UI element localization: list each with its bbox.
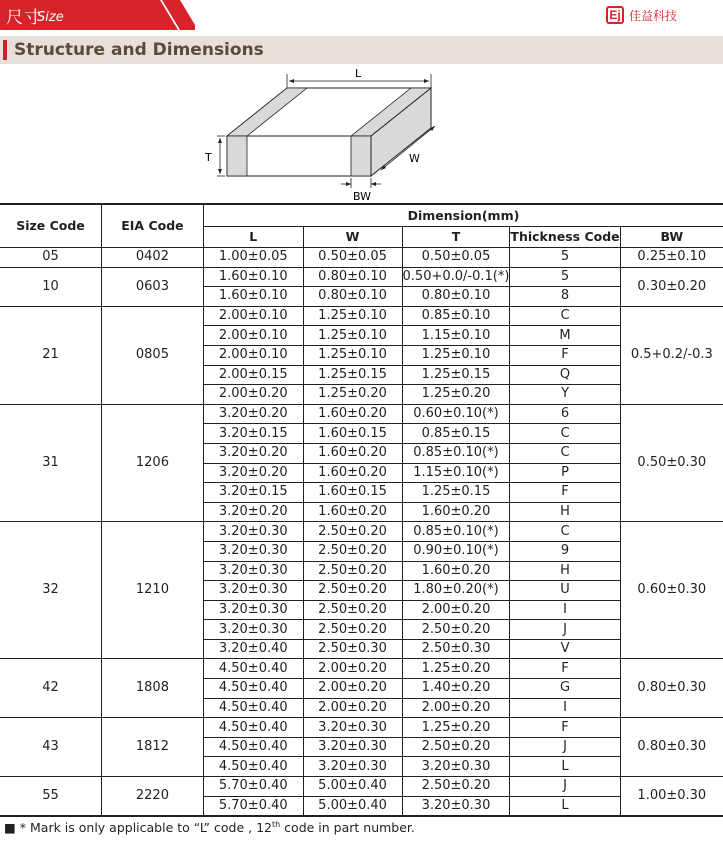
cell-thickness-code: J xyxy=(510,737,620,757)
cell-thickness-code: I xyxy=(510,698,620,718)
cell-bw: 0.60±0.30 xyxy=(620,522,723,659)
logo-name: 佳益科技 xyxy=(629,8,678,23)
cell-l: 4.50±0.40 xyxy=(203,757,303,777)
header-t: T xyxy=(402,227,510,248)
cell-t: 1.25±0.20 xyxy=(402,659,510,679)
cell-l: 4.50±0.40 xyxy=(203,698,303,718)
table-body xyxy=(0,248,723,817)
cell-t: 1.60±0.20 xyxy=(402,502,510,522)
cell-l: 3.20±0.20 xyxy=(203,443,303,463)
cell-l: 1.60±0.10 xyxy=(203,267,303,287)
footnote-text: * Mark is only applicable to “L” code , 12 xyxy=(15,820,272,836)
cell-w: 1.25±0.10 xyxy=(303,326,402,346)
cell-l: 3.20±0.30 xyxy=(203,561,303,581)
cell-t: 2.50±0.20 xyxy=(402,777,510,797)
cell-l: 1.60±0.10 xyxy=(203,287,303,307)
cell-t: 1.80±0.20(*) xyxy=(402,581,510,601)
cell-w: 3.20±0.30 xyxy=(303,718,402,738)
company-logo xyxy=(606,5,677,25)
cell-t: 1.40±0.20 xyxy=(402,679,510,699)
cell-thickness-code: F xyxy=(510,659,620,679)
cell-w: 1.60±0.15 xyxy=(303,424,402,444)
cell-l: 2.00±0.10 xyxy=(203,345,303,365)
cell-l: 3.20±0.30 xyxy=(203,620,303,640)
cell-t: 1.25±0.20 xyxy=(402,718,510,738)
cell-thickness-code: C xyxy=(510,522,620,542)
cell-t: 1.15±0.10(*) xyxy=(402,463,510,483)
cell-w: 1.60±0.20 xyxy=(303,443,402,463)
header-w: W xyxy=(303,227,402,248)
cell-t: 2.50±0.20 xyxy=(402,620,510,640)
dim-label-bw: BW xyxy=(353,190,372,203)
section-ribbon xyxy=(0,0,195,30)
cell-eia-code: 0603 xyxy=(102,267,204,306)
cell-w: 1.60±0.20 xyxy=(303,404,402,424)
cell-l: 3.20±0.30 xyxy=(203,522,303,542)
cell-w: 0.50±0.05 xyxy=(303,248,402,268)
cell-w: 2.50±0.20 xyxy=(303,620,402,640)
section-title: Structure and Dimensions xyxy=(14,40,264,60)
cell-l: 2.00±0.10 xyxy=(203,326,303,346)
cell-t: 0.90±0.10(*) xyxy=(402,541,510,561)
cell-w: 0.80±0.10 xyxy=(303,287,402,307)
cell-thickness-code: 5 xyxy=(510,267,620,287)
table-row xyxy=(0,267,723,287)
cell-size-code: 42 xyxy=(0,659,102,718)
cell-l: 4.50±0.40 xyxy=(203,659,303,679)
cell-thickness-code: Y xyxy=(510,385,620,405)
table-row xyxy=(0,248,723,268)
cell-thickness-code: F xyxy=(510,483,620,503)
cell-w: 0.80±0.10 xyxy=(303,267,402,287)
cell-w: 3.20±0.30 xyxy=(303,737,402,757)
cell-l: 3.20±0.20 xyxy=(203,502,303,522)
footnote-bullet: ■ xyxy=(4,820,16,836)
cell-thickness-code: C xyxy=(510,443,620,463)
dimension-table xyxy=(0,203,723,817)
cell-w: 1.25±0.20 xyxy=(303,385,402,405)
table-row xyxy=(0,718,723,738)
cell-thickness-code: J xyxy=(510,620,620,640)
cell-thickness-code: L xyxy=(510,757,620,777)
cell-thickness-code: F xyxy=(510,718,620,738)
cell-thickness-code: H xyxy=(510,561,620,581)
cell-l: 3.20±0.30 xyxy=(203,600,303,620)
cell-l: 5.70±0.40 xyxy=(203,777,303,797)
cell-t: 2.00±0.20 xyxy=(402,600,510,620)
cell-eia-code: 1808 xyxy=(102,659,204,718)
cell-l: 4.50±0.40 xyxy=(203,718,303,738)
cell-thickness-code: L xyxy=(510,796,620,816)
cell-t: 0.80±0.10 xyxy=(402,287,510,307)
cell-w: 2.50±0.20 xyxy=(303,522,402,542)
cell-l: 3.20±0.30 xyxy=(203,581,303,601)
cell-thickness-code: U xyxy=(510,581,620,601)
footnote-sup: th xyxy=(271,820,281,829)
cell-w: 1.60±0.20 xyxy=(303,463,402,483)
cell-bw: 0.50±0.30 xyxy=(620,404,723,522)
cell-thickness-code: C xyxy=(510,424,620,444)
cell-t: 1.15±0.10 xyxy=(402,326,510,346)
logo-mark: Ej xyxy=(606,6,624,24)
cell-t: 1.25±0.15 xyxy=(402,365,510,385)
cell-l: 3.20±0.30 xyxy=(203,541,303,561)
cell-bw: 1.00±0.30 xyxy=(620,777,723,817)
cell-l: 5.70±0.40 xyxy=(203,796,303,816)
cell-thickness-code: P xyxy=(510,463,620,483)
cell-w: 5.00±0.40 xyxy=(303,796,402,816)
cell-thickness-code: V xyxy=(510,639,620,659)
cell-l: 4.50±0.40 xyxy=(203,737,303,757)
header-eia-code: EIA Code xyxy=(102,204,204,248)
cell-t: 1.25±0.15 xyxy=(402,483,510,503)
section-accent-bar xyxy=(3,40,7,60)
cell-thickness-code: F xyxy=(510,345,620,365)
cell-w: 1.25±0.10 xyxy=(303,306,402,326)
cell-eia-code: 0402 xyxy=(102,248,204,268)
cell-bw: 0.30±0.20 xyxy=(620,267,723,306)
cell-l: 2.00±0.10 xyxy=(203,306,303,326)
cell-t: 1.25±0.10 xyxy=(402,345,510,365)
cell-bw: 0.25±0.10 xyxy=(620,248,723,268)
cell-w: 2.00±0.20 xyxy=(303,659,402,679)
cell-t: 0.60±0.10(*) xyxy=(402,404,510,424)
table-row xyxy=(0,522,723,542)
table-row xyxy=(0,659,723,679)
header-bw: BW xyxy=(620,227,723,248)
cell-w: 2.00±0.20 xyxy=(303,679,402,699)
cell-thickness-code: 5 xyxy=(510,248,620,268)
cell-thickness-code: 8 xyxy=(510,287,620,307)
cell-t: 2.00±0.20 xyxy=(402,698,510,718)
table-row xyxy=(0,404,723,424)
cell-w: 2.50±0.30 xyxy=(303,639,402,659)
cell-l: 3.20±0.15 xyxy=(203,483,303,503)
cell-t: 0.50±0.05 xyxy=(402,248,510,268)
cell-w: 2.50±0.20 xyxy=(303,581,402,601)
cell-w: 1.60±0.20 xyxy=(303,502,402,522)
cell-eia-code: 1812 xyxy=(102,718,204,777)
cell-w: 2.50±0.20 xyxy=(303,600,402,620)
header-size-code: Size Code xyxy=(0,204,102,248)
cell-w: 5.00±0.40 xyxy=(303,777,402,797)
cell-thickness-code: 9 xyxy=(510,541,620,561)
footnote xyxy=(4,820,415,835)
cell-t: 2.50±0.20 xyxy=(402,737,510,757)
dim-label-l: L xyxy=(355,67,362,80)
ribbon-title-en: Size xyxy=(37,10,64,25)
cell-bw: 0.5+0.2/-0.3 xyxy=(620,306,723,404)
cell-thickness-code: C xyxy=(510,306,620,326)
cell-w: 1.60±0.15 xyxy=(303,483,402,503)
section-header xyxy=(0,36,723,64)
cell-l: 3.20±0.40 xyxy=(203,639,303,659)
cell-size-code: 21 xyxy=(0,306,102,404)
table-row xyxy=(0,306,723,326)
cell-w: 2.50±0.20 xyxy=(303,561,402,581)
footnote-text-end: code in part number. xyxy=(280,820,415,836)
cell-t: 0.85±0.15 xyxy=(402,424,510,444)
cell-t: 3.20±0.30 xyxy=(402,796,510,816)
cell-l: 4.50±0.40 xyxy=(203,679,303,699)
cell-l: 2.00±0.20 xyxy=(203,385,303,405)
cell-w: 2.50±0.20 xyxy=(303,541,402,561)
cell-t: 1.25±0.20 xyxy=(402,385,510,405)
cell-bw: 0.80±0.30 xyxy=(620,659,723,718)
cell-thickness-code: 6 xyxy=(510,404,620,424)
cell-size-code: 55 xyxy=(0,777,102,817)
cell-l: 3.20±0.15 xyxy=(203,424,303,444)
cell-eia-code: 1206 xyxy=(102,404,204,522)
cell-thickness-code: M xyxy=(510,326,620,346)
cell-l: 3.20±0.20 xyxy=(203,463,303,483)
cell-w: 2.00±0.20 xyxy=(303,698,402,718)
header-thickness-code: Thickness Code xyxy=(510,227,620,248)
cell-size-code: 10 xyxy=(0,267,102,306)
cell-thickness-code: Q xyxy=(510,365,620,385)
cell-l: 1.00±0.05 xyxy=(203,248,303,268)
cell-t: 0.85±0.10 xyxy=(402,306,510,326)
dim-label-w: W xyxy=(409,152,420,165)
cell-w: 1.25±0.10 xyxy=(303,345,402,365)
cell-t: 2.50±0.30 xyxy=(402,639,510,659)
cell-size-code: 05 xyxy=(0,248,102,268)
table-row xyxy=(0,777,723,797)
cell-thickness-code: H xyxy=(510,502,620,522)
cell-eia-code: 0805 xyxy=(102,306,204,404)
cell-size-code: 31 xyxy=(0,404,102,522)
ribbon-title-cn: 尺寸 xyxy=(6,8,42,28)
dim-label-t: T xyxy=(205,151,212,164)
cell-t: 0.85±0.10(*) xyxy=(402,443,510,463)
cell-w: 3.20±0.30 xyxy=(303,757,402,777)
header-dimension: Dimension(mm) xyxy=(203,204,723,227)
cell-t: 1.60±0.20 xyxy=(402,561,510,581)
cell-l: 2.00±0.15 xyxy=(203,365,303,385)
cell-t: 3.20±0.30 xyxy=(402,757,510,777)
header-l: L xyxy=(203,227,303,248)
cell-eia-code: 2220 xyxy=(102,777,204,817)
cell-size-code: 43 xyxy=(0,718,102,777)
cell-size-code: 32 xyxy=(0,522,102,659)
cell-t: 0.85±0.10(*) xyxy=(402,522,510,542)
cell-l: 3.20±0.20 xyxy=(203,404,303,424)
cell-thickness-code: J xyxy=(510,777,620,797)
cell-w: 1.25±0.15 xyxy=(303,365,402,385)
cell-thickness-code: I xyxy=(510,600,620,620)
chip-structure-drawing xyxy=(195,64,455,204)
cell-thickness-code: G xyxy=(510,679,620,699)
cell-bw: 0.80±0.30 xyxy=(620,718,723,777)
cell-t: 0.50+0.0/-0.1(*) xyxy=(402,267,510,287)
cell-eia-code: 1210 xyxy=(102,522,204,659)
